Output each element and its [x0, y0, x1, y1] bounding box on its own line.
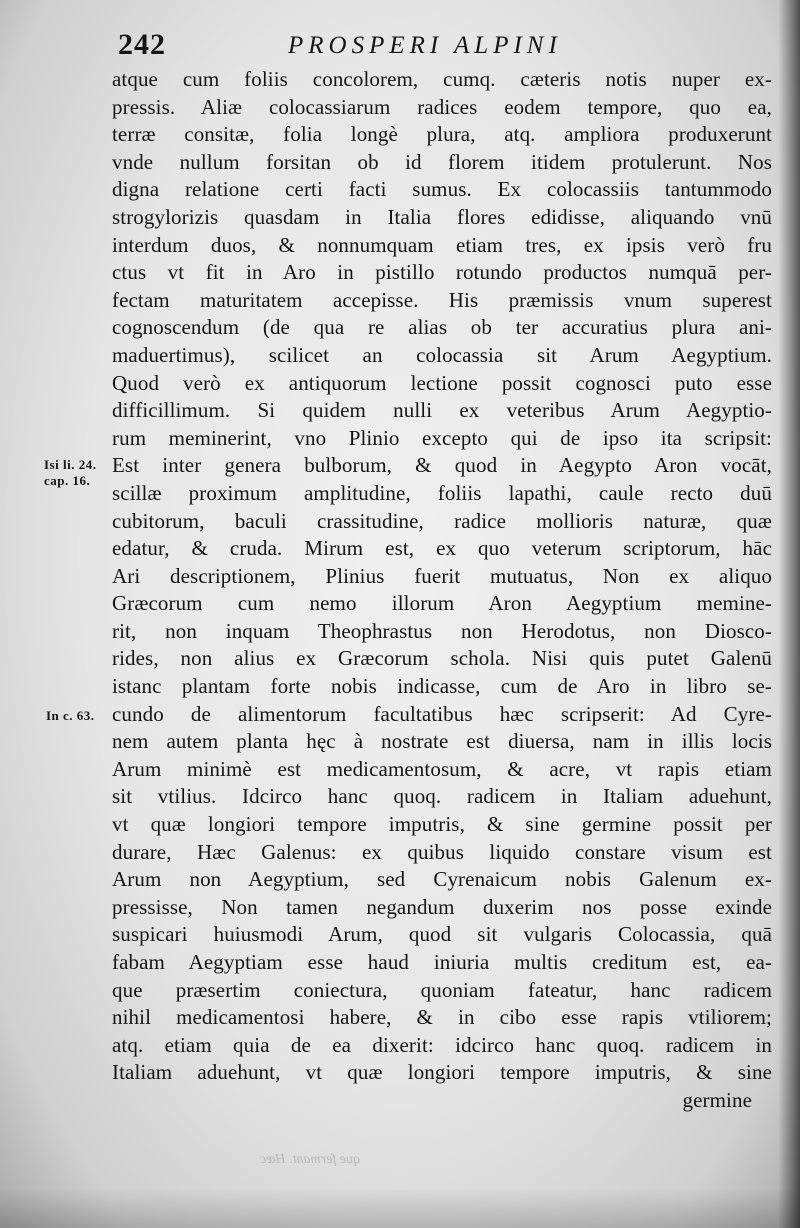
text-line: Ari descriptionem, Plinius fuerit mutuatus, Non ex aliquo: [112, 563, 772, 588]
text-line: maduertimus), scilicet an colocassia sit Arum Aegyptium.: [112, 342, 772, 367]
text-line: fabam Aegyptiam esse haud iniuria multis creditum est, ea-: [112, 950, 772, 974]
text-line: difficillimum. Si quidem nulli ex veteribus Arum Aegyptio-: [112, 398, 772, 423]
text-line: rides, non alius ex Græcorum schola. Nisi quis putet Galenū: [112, 646, 772, 671]
text-line: ctus vt fit in Aro in pistillo rotundo productos numquā per-: [112, 260, 772, 285]
text-line: durare, Hæc Galenus: ex quibus liquido constare visum est: [112, 839, 772, 864]
text-line: vnde nullum forsitan ob id florem itidem protulerunt. Nos: [112, 149, 772, 174]
text-line: terræ consitæ, folia longè plura, atq. ampliora produxerunt: [112, 122, 772, 147]
text-line: Arum non Aegyptium, sed Cyrenaicum nobis Galenum ex-: [112, 867, 772, 892]
text-line: pressis. Aliæ colocassiarum radices eodem tempore, quo ea,: [112, 94, 772, 119]
text-line: digna relatione certi facti sumus. Ex colocassiis tantummodo: [112, 177, 772, 202]
text-line: cognoscendum (de qua re alias ob ter accuratius plura ani-: [112, 315, 772, 340]
text-line: nem autem planta hęc à nostrate est diuersa, nam in illis locis: [112, 729, 772, 754]
text-line: rit, non inquam Theophrastus non Herodotus, non Diosco-: [112, 618, 772, 643]
margin-note-text: Isi li. 24. cap. 16.: [44, 457, 97, 488]
text-line: vt quæ longiori tempore imputris, & sine germine possit per: [112, 812, 772, 837]
page-header: [118, 28, 778, 68]
show-through-text: que fermant. Hæc: [260, 1152, 360, 1167]
text-line: edatur, & cruda. Mirum est, ex quo veterum scriptorum, hāc: [112, 536, 772, 561]
text-line: sit vtilius. Idcirco hanc quoq. radicem in Italiam aduehunt,: [112, 784, 772, 809]
text-line: Quod verò ex antiquorum lectione possit cognosci puto esse: [112, 370, 772, 395]
text-line: Græcorum cum nemo illorum Aron Aegyptium memine-: [112, 591, 772, 616]
text-line: pressisse, Non tamen negandum duxerim nos posse exinde: [112, 894, 772, 919]
text-line: scillæ proximum amplitudine, foliis lapathi, caule recto duū: [112, 480, 772, 505]
margin-note: [44, 457, 96, 489]
page-edge-shadow: [778, 0, 800, 1228]
text-line: atque cum foliis concolorem, cumq. cæteris notis nuper ex-: [112, 67, 772, 91]
text-line: Italiam aduehunt, vt quæ longiori tempore imputris, & sine: [112, 1060, 772, 1085]
margin-note: [46, 708, 95, 724]
text-line: atq. etiam quia de ea dixerit: idcirco hanc quoq. radicem in: [112, 1032, 772, 1057]
text-line: Est inter genera bulborum, & quod in Aegypto Aron vocāt,: [112, 453, 772, 478]
running-title: PROSPERI ALPINI: [288, 32, 562, 59]
text-line: germine: [682, 1087, 752, 1112]
page-number: 242: [118, 28, 166, 61]
text-line: fectam maturitatem accepisse. His præmissis vnum superest: [112, 287, 772, 312]
text-line: cubitorum, baculi crassitudine, radice mollioris naturæ, quæ: [112, 508, 772, 533]
text-line: rum meminerint, vno Plinio excepto qui de ipso ita scripsit:: [112, 425, 772, 450]
text-line: Arum minimè est medicamentosum, & acre, vt rapis etiam: [112, 756, 772, 781]
text-line: istanc plantam forte nobis indicasse, cum de Aro in libro se-: [112, 674, 772, 699]
page-bottom-shadow: [0, 1188, 800, 1228]
body-text: [112, 66, 772, 1115]
margin-note-text: In c. 63.: [46, 708, 95, 723]
text-line: nihil medicamentosi habere, & in cibo esse rapis vtiliorem;: [112, 1005, 772, 1030]
text-line: que præsertim coniectura, quoniam fateatur, hanc radicem: [112, 977, 772, 1002]
text-line: interdum duos, & nonnumquam etiam tres, ex ipsis verò fru: [112, 232, 772, 257]
text-line: cundo de alimentorum facultatibus hæc scripserit: Ad Cyre-: [112, 701, 772, 726]
text-line: strogylorizis quasdam in Italia flores edidisse, aliquando vnū: [112, 204, 772, 229]
text-line: suspicari huiusmodi Arum, quod sit vulgaris Colocassia, quā: [112, 922, 772, 947]
